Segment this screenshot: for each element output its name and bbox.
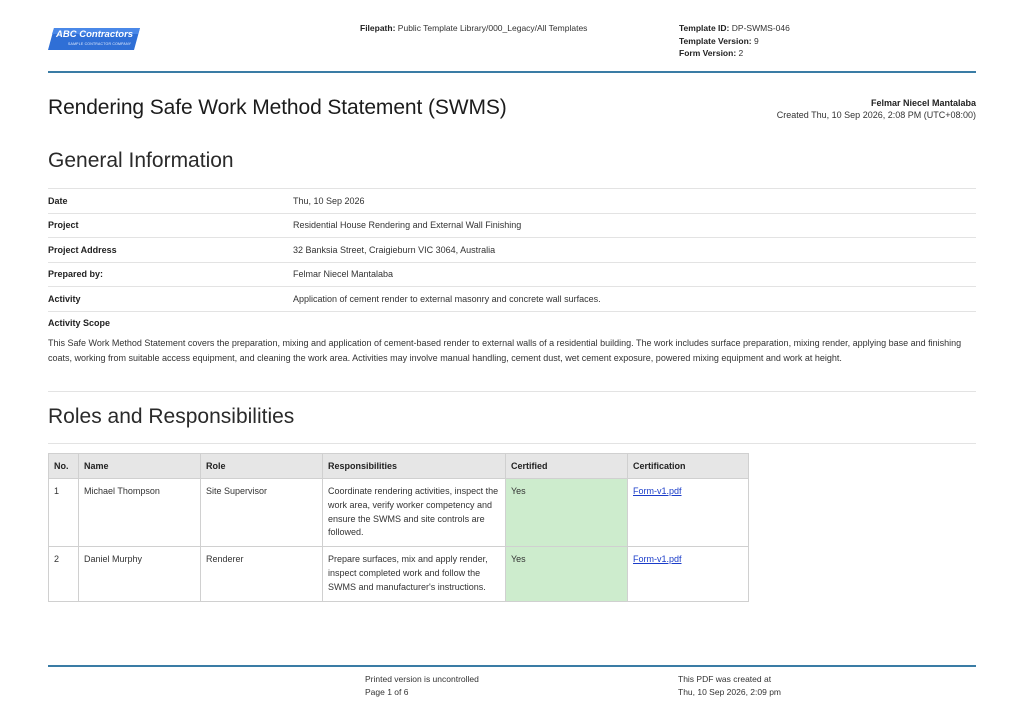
col-role: Role xyxy=(201,454,323,479)
info-label: Date xyxy=(48,195,68,206)
info-row-prepared-by xyxy=(48,262,976,287)
author-block xyxy=(777,98,976,121)
template-version-label: Template Version: xyxy=(679,35,752,46)
info-value: Application of cement render to external masonry and concrete wall surfaces. xyxy=(293,293,601,304)
company-logo xyxy=(48,26,140,52)
info-row-activity xyxy=(48,286,976,311)
roles-table xyxy=(48,453,749,602)
page-number: Page 1 of 6 xyxy=(365,686,409,697)
logo-tagline: SAMPLE CONTRACTOR COMPANY xyxy=(68,42,132,46)
cell-certified: Yes xyxy=(506,547,628,601)
header-divider xyxy=(48,71,976,73)
cell-name: Daniel Murphy xyxy=(79,547,201,601)
author-name: Felmar Niecel Mantalaba xyxy=(870,98,976,108)
filepath xyxy=(360,22,587,35)
template-id-value: DP-SWMS-046 xyxy=(731,23,790,33)
info-row-project-address xyxy=(48,237,976,262)
cell-no: 1 xyxy=(49,479,79,547)
info-value: Felmar Niecel Mantalaba xyxy=(293,269,394,280)
certification-link[interactable]: Form-v1.pdf xyxy=(633,486,682,496)
cell-no: 2 xyxy=(49,547,79,601)
roles-header-row xyxy=(49,454,749,479)
uncontrolled-note: Printed version is uncontrolled xyxy=(365,674,479,684)
footer-right xyxy=(678,673,781,698)
form-version-label: Form Version: xyxy=(679,48,737,58)
table-row xyxy=(49,547,749,601)
logo-text: ABC Contractors xyxy=(56,29,134,40)
info-value: Thu, 10 Sep 2026 xyxy=(293,195,365,206)
template-version-value: 9 xyxy=(753,35,759,46)
filepath-label: Filepath: xyxy=(360,23,396,33)
cell-role: Renderer xyxy=(201,547,323,601)
col-name: Name xyxy=(79,454,201,479)
cell-responsibilities: Coordinate rendering activities, inspect the work area, verify worker competency and ensure the SWMS and site controls are followed. xyxy=(323,479,506,547)
pdf-created-value: Thu, 10 Sep 2026, 2:09 pm xyxy=(678,686,782,697)
template-id-label: Template ID: xyxy=(679,23,730,33)
cell-certification xyxy=(628,547,749,601)
created-date: Created Thu, 10 Sep 2026, 2:08 PM (UTC+08:00) xyxy=(776,109,976,120)
certification-link[interactable]: Form-v1.pdf xyxy=(633,554,682,565)
info-value: 32 Banksia Street, Craigieburn VIC 3064, Australia xyxy=(293,244,496,255)
form-version-value: 2 xyxy=(738,48,744,58)
footer-divider xyxy=(48,665,976,667)
info-label: Activity xyxy=(48,293,81,304)
info-label: Project xyxy=(48,220,79,231)
col-responsibilities: Responsibilities xyxy=(323,454,506,479)
cell-role: Site Supervisor xyxy=(201,479,323,547)
footer-center xyxy=(365,673,479,698)
cell-certified: Yes xyxy=(506,479,628,547)
info-row-project xyxy=(48,213,976,238)
activity-scope-text: This Safe Work Method Statement covers the preparation, mixing and application of cement-based render to external walls of a residential building. The work includes surface preparation, mixing render, applying base and finishing coats, working from suitable access equipment, and cleaning the work area. Activities may involve manual handling, cement dust, wet cement exposure, powered mixing equipment and work at height. xyxy=(48,338,962,363)
cell-responsibilities: Prepare surfaces, mix and apply render, inspect completed work and follow the SWMS and manufacturer's instructions. xyxy=(323,547,506,601)
document-title: Rendering Safe Work Method Statement (SWMS) xyxy=(48,96,507,119)
filepath-value: Public Template Library/000_Legacy/All Templates xyxy=(397,23,588,33)
table-row xyxy=(49,479,749,547)
info-row-activity-scope xyxy=(48,311,976,336)
col-certified: Certified xyxy=(506,454,628,479)
general-info-table xyxy=(48,188,976,335)
cell-name: Michael Thompson xyxy=(79,479,201,547)
activity-scope-label: Activity Scope xyxy=(48,318,111,329)
scope-divider xyxy=(48,391,976,392)
pdf-created-label: This PDF was created at xyxy=(678,674,772,684)
info-label: Project Address xyxy=(48,244,117,255)
info-value: Residential House Rendering and External Wall Finishing xyxy=(293,220,522,231)
roles-divider xyxy=(48,443,976,444)
cell-certification xyxy=(628,479,749,547)
roles-heading: Roles and Responsibilities xyxy=(48,405,295,428)
col-certification: Certification xyxy=(628,454,749,479)
info-label: Prepared by: xyxy=(48,269,104,280)
info-row-date xyxy=(48,188,976,213)
col-no: No. xyxy=(49,454,79,479)
template-meta xyxy=(679,22,790,60)
general-info-heading: General Information xyxy=(48,149,234,172)
